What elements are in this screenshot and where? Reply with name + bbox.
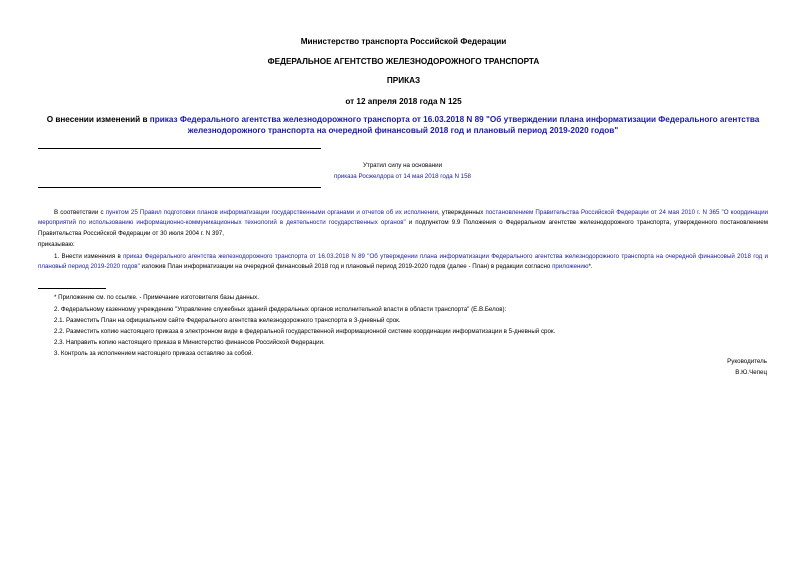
rules-point-link[interactable]: пунктом 25 Правил подготовки планов информатизации государственными органами и отчетов об их исполнении xyxy=(105,209,438,216)
status-note-line1: Утратил силу на основании xyxy=(362,162,443,169)
agency-name: ФЕДЕРАЛЬНОЕ АГЕНТСТВО ЖЕЛЕЗНОДОРОЖНОГО ТРАНСПОРТА xyxy=(267,57,540,66)
item-2-1: 2.1. Разместить План на официальном сайте Федерального агентства железнодорожного транспорта в 3-дневный срок. xyxy=(54,317,401,324)
divider-bottom xyxy=(38,187,321,188)
document-type: ПРИКАЗ xyxy=(386,76,421,85)
item-1-order-link[interactable]: приказ Федерального агентства железнодорожного транспорта от 16.03.2018 N 89 "Об утверждении плана информатизации Федерального агентства железнодорожного транспорта на очередной финансовый 2018 год и плановый период 2019-2020 годов" xyxy=(38,253,769,271)
document-title xyxy=(38,114,768,136)
item-1-text-3: *. xyxy=(588,263,593,271)
item-1-text-1: 1. Внести изменения в xyxy=(54,253,124,260)
item-2-2: 2.2. Разместить копию настоящего приказа в электронном виде в федеральной государственной информационной системе координации информатизации в 5-дневный срок. xyxy=(54,328,556,335)
document-date-number: от 12 апреля 2018 года N 125 xyxy=(345,97,462,106)
item-1-text-2: изложив План информатизации на очередной финансовый 2018 год и плановый период 2019-2020 годов (далее - План) в редакции согласно xyxy=(139,263,553,271)
government-resolution-link[interactable]: постановлением Правительства Российской Федерации от 24 мая 2010 г. N 365 "О координации мероприятий по использованию информационно-коммуникационных технологий в деятельности государственных органов" xyxy=(38,209,769,227)
signatory-position: Руководитель xyxy=(727,358,767,365)
divider-top xyxy=(38,148,321,149)
item-2-3: 2.3. Направить копию настоящего приказа в Министерство финансов Российской Федерации. xyxy=(54,339,325,346)
title-prefix: О внесении изменений в xyxy=(46,115,150,124)
preamble-paragraph xyxy=(38,208,768,239)
order-verb: приказываю: xyxy=(38,241,75,248)
item-3: 3. Контроль за исполнением настоящего приказа оставляю за собой. xyxy=(54,350,254,357)
footnote: * Приложение см. по ссылке. - Примечание изготовителя базы данных. xyxy=(54,294,259,301)
preamble-text-1: В соответствии с xyxy=(54,209,106,216)
ministry-name: Министерство транспорта Российской Федерации xyxy=(300,37,507,46)
repeal-order-link[interactable]: приказа Росжелдора от 14 мая 2018 года N 158 xyxy=(334,173,471,180)
footnote-divider xyxy=(38,288,106,289)
preamble-text-2: , утвержденных xyxy=(437,209,486,216)
item-1-paragraph xyxy=(38,252,768,273)
preamble-text-3: и подпунктом 9.9 Положения о Федеральном агентстве железнодорожного транспорта, утвержденного постановлением Правительства Российской Федерации от 30 июля 2004 г. N 397, xyxy=(38,219,768,237)
signatory-name: В.Ю.Чепец xyxy=(735,369,767,376)
title-amended-order-link[interactable]: приказ Федерального агентства железнодорожного транспорта от 16.03.2018 N 89 "Об утверждении плана информатизации Федерального агентства железнодорожного транспорта на очередной финансовый 2018 год и плановый период 2019-2020 годов" xyxy=(149,115,760,135)
appendix-link[interactable]: приложению xyxy=(552,263,589,271)
status-note-line2 xyxy=(180,171,625,182)
item-2: 2. Федеральному казенному учреждению "Управление служебных зданий федеральных органов исполнительной власти в области транспорта" (Е.В.Белов): xyxy=(54,306,507,313)
